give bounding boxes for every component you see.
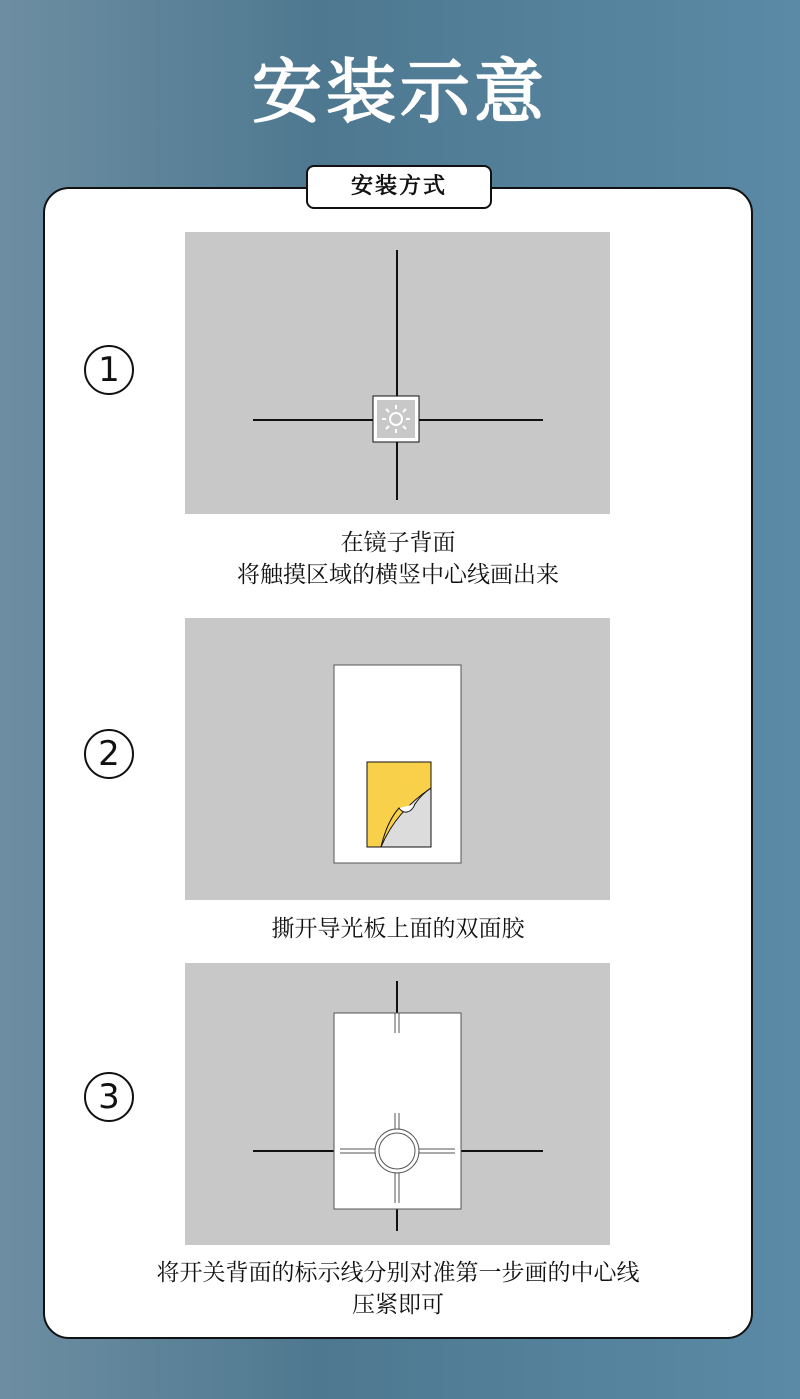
step-2-caption bbox=[43, 913, 753, 945]
step-3-caption-line-1: 将开关背面的标示线分别对准第一步画的中心线 bbox=[156, 1260, 640, 1286]
step-2-number: 2 bbox=[84, 729, 134, 779]
step-3-illustration bbox=[185, 963, 610, 1245]
step-3-caption bbox=[43, 1257, 753, 1321]
step-3-number: 3 bbox=[84, 1072, 134, 1122]
sun-icon bbox=[373, 396, 419, 442]
step-3-caption-line-2: 压紧即可 bbox=[352, 1292, 444, 1318]
step-1-caption-line-1: 在镜子背面 bbox=[340, 530, 456, 556]
step-1-number: 1 bbox=[84, 345, 134, 395]
step-2-caption-line-1: 撕开导光板上面的双面胶 bbox=[271, 916, 525, 942]
step-1-illustration bbox=[185, 232, 610, 514]
step-1-caption bbox=[43, 527, 753, 591]
step-1-caption-line-2: 将触摸区域的横竖中心线画出来 bbox=[237, 562, 559, 588]
page-title: 安装示意 bbox=[252, 51, 548, 133]
step-2-illustration bbox=[185, 618, 610, 900]
switch-back-plate bbox=[334, 1013, 461, 1209]
double-sided-tape-icon bbox=[367, 762, 431, 847]
section-badge: 安装方式 bbox=[306, 165, 492, 209]
